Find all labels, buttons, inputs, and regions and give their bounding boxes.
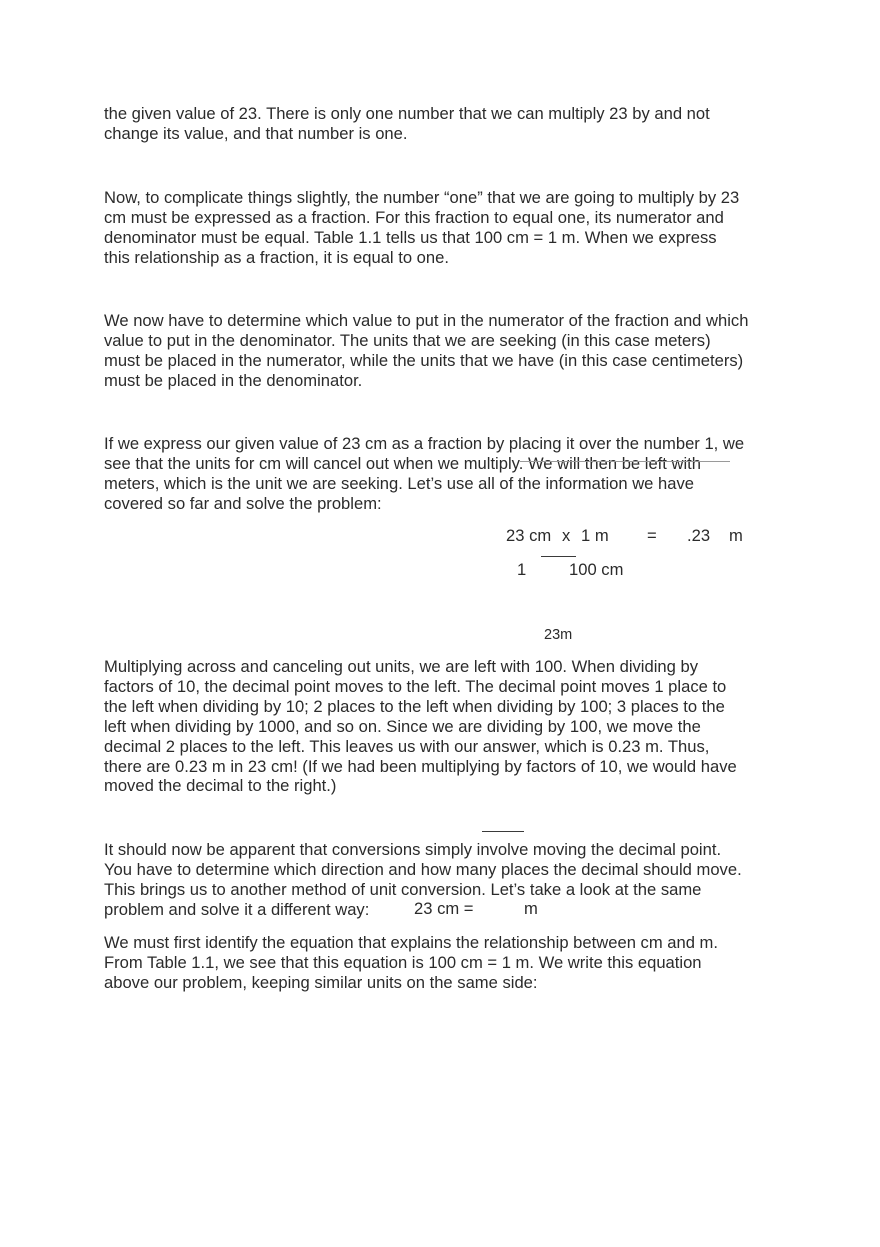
paragraph-7-line-2: From Table 1.1, we see that this equation is 100 cm = 1 m. We write this equation <box>104 952 702 972</box>
paragraph-2-line-2: cm must be expressed as a fraction. For this fraction to equal one, its numerator and <box>104 207 724 227</box>
paragraph-5-line-5: decimal 2 places to the left. This leaves us with our answer, which is 0.23 m. Thus, <box>104 736 710 756</box>
paragraph-2-line-3: denominator must be equal. Table 1.1 tells us that 100 cm = 1 m. When we express <box>104 227 717 247</box>
paragraph-3-line-3: must be placed in the numerator, while the units that we have (in this case centimeters) <box>104 350 744 370</box>
faint-overline <box>520 461 730 462</box>
paragraph-4-line-1: If we express our given value of 23 cm as a fraction by placing it over the number 1, we <box>104 434 745 453</box>
paragraph-1-line-1: the given value of 23. There is only one number that we can multiply 23 by and not <box>104 104 710 123</box>
equation-numerator-left: 23 cm <box>506 526 552 545</box>
paragraph-7-line-1: We must first identify the equation that explains the relationship between cm and m. <box>104 933 718 952</box>
paragraph-7-line-3: above our problem, keeping similar units on the same side: <box>104 972 538 992</box>
paragraph-5-line-3: the left when dividing by 10; 2 places to the left when dividing by 100; 3 places to the <box>104 696 725 716</box>
equation-denominator-right: 100 cm <box>569 560 624 579</box>
answer-blank-line <box>482 831 524 832</box>
paragraph-5-line-6: there are 0.23 m in 23 cm! (If we had been multiplying by factors of 10, we would have <box>104 756 737 776</box>
equation-denominator-left: 1 <box>517 560 527 579</box>
paragraph-5 <box>104 657 784 796</box>
paragraph-6-line-2: You have to determine which direction and how many places the decimal should move. <box>104 859 742 879</box>
equation-result-value: .23 <box>687 526 711 545</box>
paragraph-3-line-2: value to put in the denominator. The units that we are seeking (in this case meters) <box>104 330 711 350</box>
paragraph-2 <box>104 188 784 268</box>
paragraph-4-line-2: see that the units for cm will cancel out when we multiply. We will then be left with <box>104 453 702 473</box>
equation-numerator-right: 1 m <box>581 526 609 545</box>
equation-answer-note: 23m <box>544 627 573 643</box>
paragraph-1-line-2: change its value, and that number is one. <box>104 123 408 143</box>
paragraph-5-line-1: Multiplying across and canceling out units, we are left with 100. When dividing by <box>104 657 699 676</box>
paragraph-1 <box>104 104 784 144</box>
paragraph-6-line-1: It should now be apparent that conversions simply involve moving the decimal point. <box>104 840 722 859</box>
paragraph-4 <box>104 434 784 514</box>
paragraph-4-line-4: covered so far and solve the problem: <box>104 493 382 513</box>
paragraph-3 <box>104 311 784 391</box>
equation-equals-sign: = <box>647 526 657 545</box>
fraction-bar <box>541 556 576 557</box>
inline-equation-left: 23 cm = <box>414 899 474 918</box>
paragraph-2-line-4: this relationship as a fraction, it is equal to one. <box>104 247 449 267</box>
paragraph-7 <box>104 933 784 993</box>
paragraph-3-line-1: We now have to determine which value to put in the numerator of the fraction and which <box>104 311 749 330</box>
inline-equation-right: m <box>524 899 538 918</box>
equation-times-sign: x <box>562 526 571 545</box>
paragraph-5-line-7: moved the decimal to the right.) <box>104 776 337 796</box>
paragraph-6-line-4-text: problem and solve it a different way: <box>104 899 370 919</box>
paragraph-3-line-4: must be placed in the denominator. <box>104 370 363 390</box>
paragraph-5-line-4: left when dividing by 1000, and so on. Since we are dividing by 100, we move the <box>104 716 701 736</box>
paragraph-4-line-3: meters, which is the unit we are seeking. Let’s use all of the information we have <box>104 473 695 493</box>
equation-result-unit: m <box>729 526 743 545</box>
paragraph-6-line-3: This brings us to another method of unit conversion. Let’s take a look at the same <box>104 879 702 899</box>
paragraph-5-line-2: factors of 10, the decimal point moves to the left. The decimal point moves 1 place to <box>104 676 727 696</box>
paragraph-2-line-1: Now, to complicate things slightly, the number “one” that we are going to multiply by 23 <box>104 188 740 207</box>
